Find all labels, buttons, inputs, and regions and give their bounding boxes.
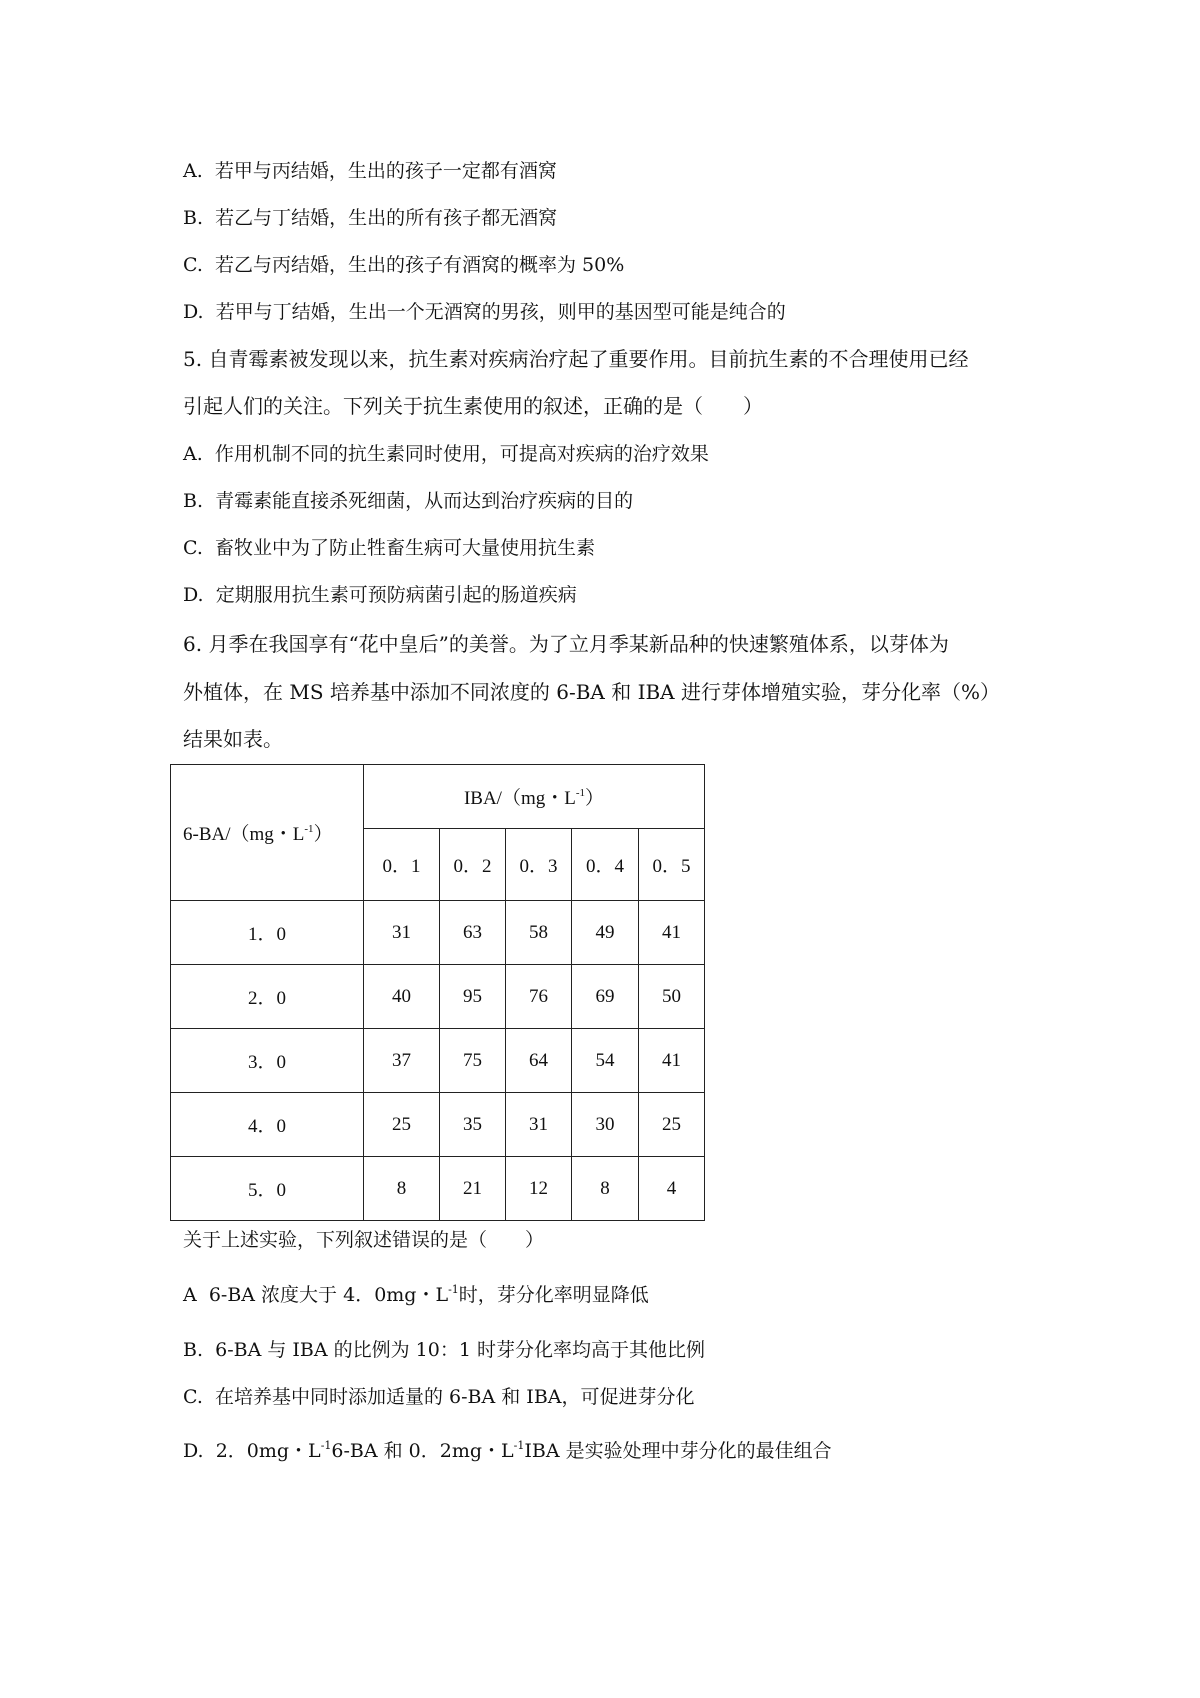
value-cell: 64 <box>506 1029 572 1093</box>
value-cell: 21 <box>440 1157 506 1221</box>
option-letter: B. <box>183 490 204 512</box>
q5-option-c <box>183 534 595 562</box>
iba-level-cell: 0．4 <box>572 829 639 901</box>
unit-close: ） <box>585 788 605 809</box>
unit-exponent: -1 <box>304 823 314 835</box>
value-cell: 76 <box>506 965 572 1029</box>
option-text: 6-BA 与 IBA 的比例为 10：1 时芽分化率均高于其他比例 <box>215 1339 705 1361</box>
unit-exponent: -1 <box>448 1283 459 1296</box>
option-text: 若甲与丁结婚，生出一个无酒窝的男孩，则甲的基因型可能是纯合的 <box>215 301 786 323</box>
value-cell: 8 <box>572 1157 639 1221</box>
option-letter: A <box>183 1284 197 1306</box>
q6-option-a <box>183 1276 649 1309</box>
option-text-tail: IBA 是实验处理中芽分化的最佳组合 <box>524 1440 832 1462</box>
option-text-tail: 时，芽分化率明显降低 <box>458 1284 649 1306</box>
value-cell: 31 <box>506 1093 572 1157</box>
q6-stem-line3: 结果如表。 <box>183 727 283 751</box>
q4-option-a <box>183 157 557 185</box>
value-cell: 25 <box>639 1093 705 1157</box>
option-text: 若甲与丙结婚，生出的孩子一定都有酒窝 <box>214 160 557 182</box>
value-cell: 41 <box>639 901 705 965</box>
column-header-cell <box>364 765 705 829</box>
q5-stem-line1: 5. 自青霉素被发现以来，抗生素对疾病治疗起了重要作用。目前抗生素的不合理使用已经 <box>183 347 969 371</box>
value-cell: 25 <box>364 1093 440 1157</box>
option-letter: C. <box>183 254 203 276</box>
ba-level-cell: 5．0 <box>171 1157 364 1221</box>
iba-level-cell: 0．2 <box>440 829 506 901</box>
value-cell: 41 <box>639 1029 705 1093</box>
row-header-text: 6-BA/（mg・L <box>183 824 305 845</box>
ba-level-cell: 3．0 <box>171 1029 364 1093</box>
value-cell: 49 <box>572 901 639 965</box>
option-text: 作用机制不同的抗生素同时使用，可提高对疾病的治疗效果 <box>214 443 709 465</box>
table-row <box>171 1093 705 1157</box>
option-text: 畜牧业中为了防止牲畜生病可大量使用抗生素 <box>215 537 596 559</box>
option-text-mid: 6-BA 和 0．2mg・L <box>331 1440 514 1462</box>
option-letter: C. <box>183 537 203 559</box>
table-row <box>171 901 705 965</box>
table-row <box>171 965 705 1029</box>
option-letter: A. <box>183 443 203 465</box>
q6-option-c <box>183 1383 695 1411</box>
option-text: 6-BA 浓度大于 4．0mg・L <box>208 1284 449 1306</box>
q4-option-b <box>183 204 557 232</box>
q4-option-d <box>183 298 786 326</box>
q5-option-a <box>183 440 709 468</box>
q6-stem-line2: 外植体，在 MS 培养基中添加不同浓度的 6-BA 和 IBA 进行芽体增殖实验，芽分化率（%） <box>183 680 1000 704</box>
value-cell: 8 <box>364 1157 440 1221</box>
option-letter: D. <box>183 301 204 323</box>
unit-exponent: -1 <box>513 1439 525 1452</box>
q6-option-d <box>183 1432 832 1465</box>
option-text: 青霉素能直接杀死细菌，从而达到治疗疾病的目的 <box>215 490 634 512</box>
value-cell: 31 <box>364 901 440 965</box>
value-cell: 35 <box>440 1093 506 1157</box>
value-cell: 4 <box>639 1157 705 1221</box>
row-header-cell <box>171 765 364 901</box>
value-cell: 37 <box>364 1029 440 1093</box>
option-letter: D. <box>183 584 204 606</box>
unit-exponent: -1 <box>575 787 586 799</box>
value-cell: 95 <box>440 965 506 1029</box>
q6-stem-line1: 6. 月季在我国享有“花中皇后”的美誉。为了立月季某新品种的快速繁殖体系，以芽体为 <box>183 632 949 656</box>
results-table <box>170 764 705 1221</box>
ba-level-cell: 2．0 <box>171 965 364 1029</box>
unit-exponent: -1 <box>320 1439 332 1452</box>
q5-option-d <box>183 581 577 609</box>
option-letter: B. <box>183 1339 204 1361</box>
value-cell: 12 <box>506 1157 572 1221</box>
option-letter: C. <box>183 1386 203 1408</box>
q4-option-c <box>183 251 624 279</box>
iba-level-cell: 0．1 <box>364 829 440 901</box>
option-text: 2．0mg・L <box>215 1440 321 1462</box>
value-cell: 50 <box>639 965 705 1029</box>
option-letter: B. <box>183 207 204 229</box>
value-cell: 54 <box>572 1029 639 1093</box>
option-text: 若乙与丙结婚，生出的孩子有酒窝的概率为 50% <box>215 254 625 276</box>
option-letter: D. <box>183 1440 204 1462</box>
column-header-text: IBA/（mg・L <box>463 788 576 809</box>
ba-level-cell: 1．0 <box>171 901 364 965</box>
table-row <box>171 1029 705 1093</box>
unit-close: ） <box>313 824 333 845</box>
option-text: 若乙与丁结婚，生出的所有孩子都无酒窝 <box>215 207 558 229</box>
value-cell: 30 <box>572 1093 639 1157</box>
value-cell: 69 <box>572 965 639 1029</box>
ba-level-cell: 4．0 <box>171 1093 364 1157</box>
q6-option-b <box>183 1336 705 1364</box>
value-cell: 40 <box>364 965 440 1029</box>
iba-level-cell: 0．5 <box>639 829 705 901</box>
q6-question: 关于上述实验，下列叙述错误的是（ ） <box>183 1229 545 1251</box>
iba-level-cell: 0．3 <box>506 829 572 901</box>
value-cell: 58 <box>506 901 572 965</box>
option-text: 在培养基中同时添加适量的 6-BA 和 IBA，可促进芽分化 <box>215 1386 695 1408</box>
option-text: 定期服用抗生素可预防病菌引起的肠道疾病 <box>215 584 577 606</box>
table-row <box>171 1157 705 1221</box>
option-letter: A. <box>183 160 203 182</box>
q5-stem-line2: 引起人们的关注。下列关于抗生素使用的叙述，正确的是（ ） <box>183 394 763 418</box>
q5-option-b <box>183 487 633 515</box>
value-cell: 75 <box>440 1029 506 1093</box>
value-cell: 63 <box>440 901 506 965</box>
